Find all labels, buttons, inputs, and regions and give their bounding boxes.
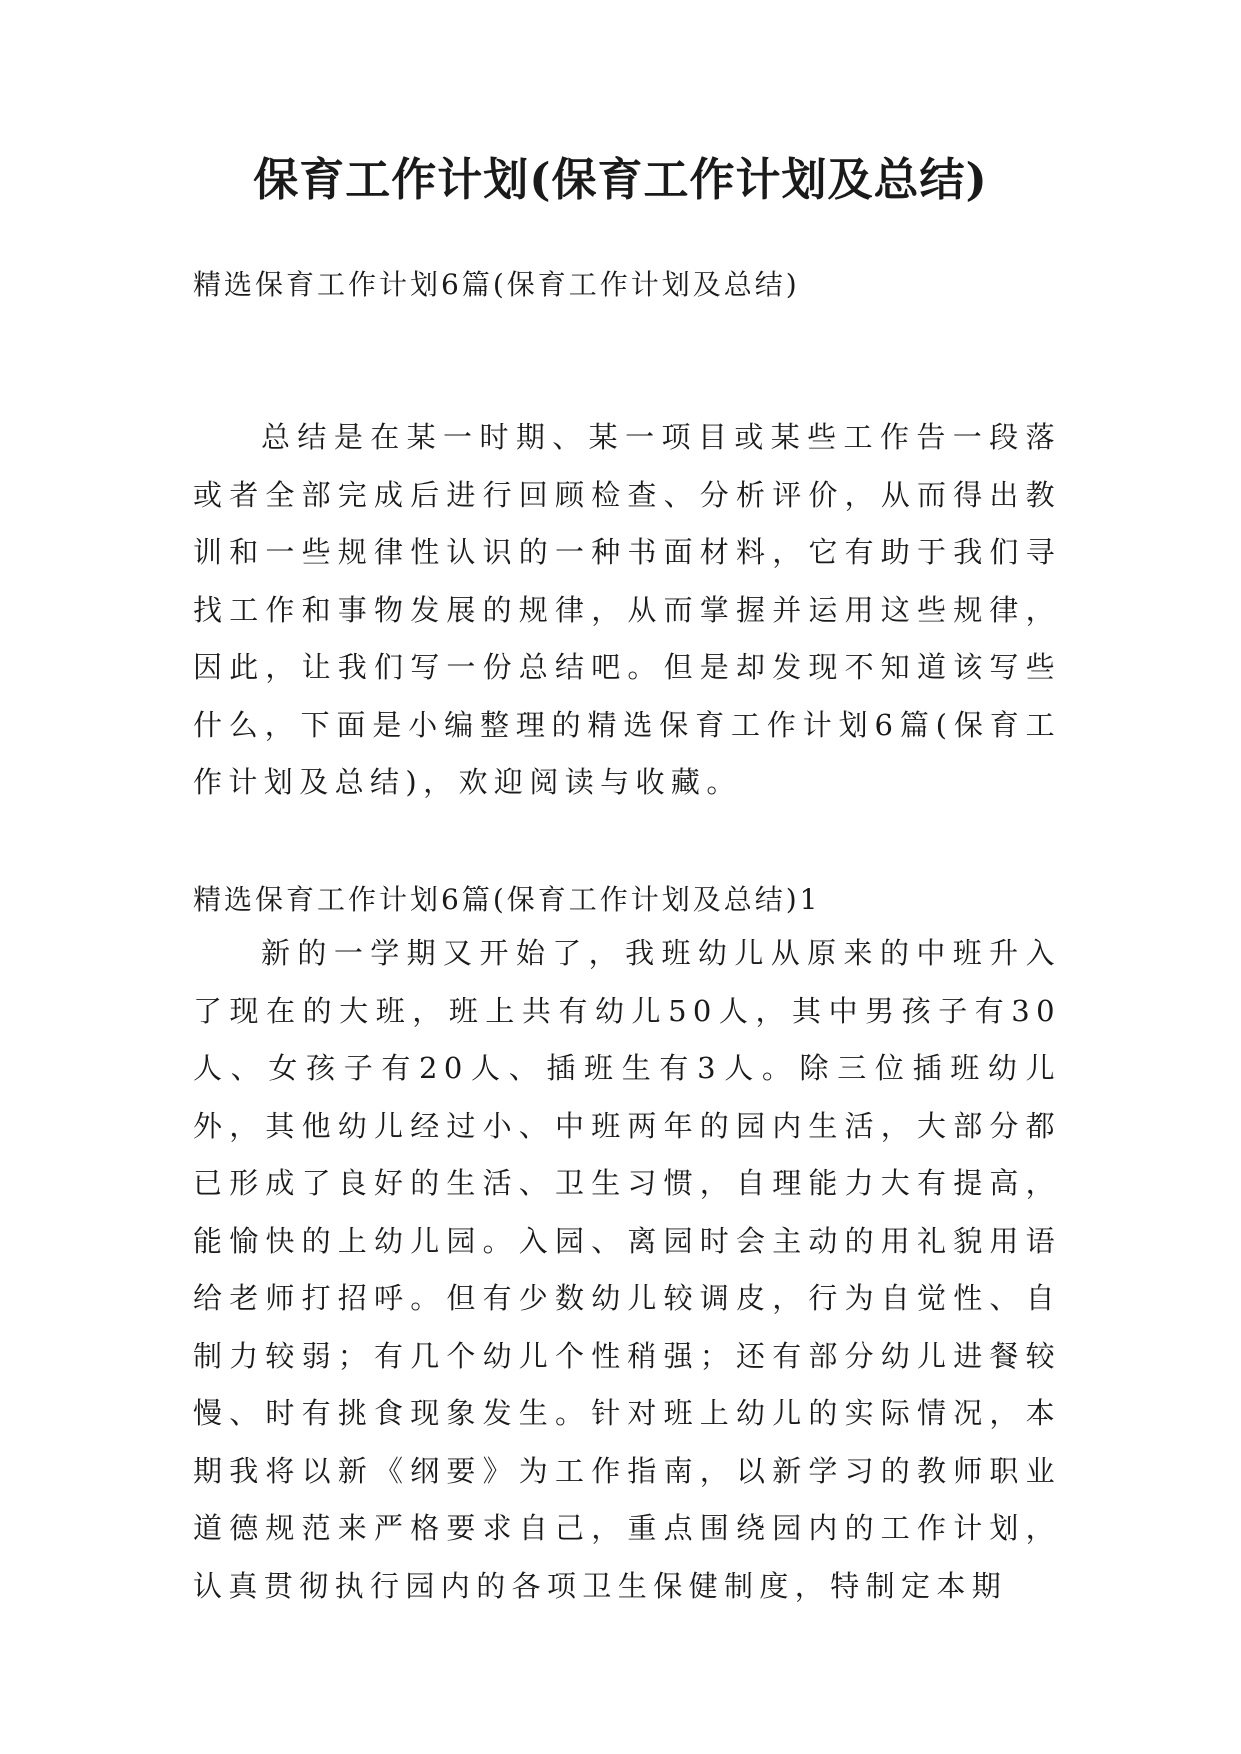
intro-paragraph: 总结是在某一时期、某一项目或某些工作告一段落或者全部完成后进行回顾检查、分析评价，从而得出教训和一些规律性认识的一种书面材料，它有助于我们寻找工作和事物发展的规律，从而掌握并运用这些规律，因此，让我们写一份总结吧。但是却发现不知道该写些什么，下面是小编整理的精选保育工作计划6篇(保育工作计划及总结)，欢迎阅读与收藏。 xyxy=(193,420,1061,799)
section-heading: 精选保育工作计划6篇(保育工作计划及总结)1 xyxy=(193,883,821,916)
section-paragraph: 新的一学期又开始了，我班幼儿从原来的中班升入了现在的大班，班上共有幼儿50人，其中男孩子有30人、女孩子有20人、插班生有3人。除三位插班幼儿外，其他幼儿经过小、中班两年的园内生活，大部分都已形成了良好的生活、卫生习惯，自理能力大有提高，能愉快的上幼儿园。入园、离园时会主动的用礼貌用语给老师打招呼。但有少数幼儿较调皮，行为自觉性、自制力较弱；有几个幼儿个性稍强；还有部分幼儿进餐较慢、时有挑食现象发生。针对班上幼儿的实际情况，本期我将以新《纲要》为工作指南，以新学习的教师职业道德规范来严格要求自己，重点围绕园内的工作计划，认真贯彻执行园内的各项卫生保健制度，特制定本期 xyxy=(193,936,1061,1603)
document-title: 保育工作计划(保育工作计划及总结) xyxy=(253,153,988,206)
document-subtitle: 精选保育工作计划6篇(保育工作计划及总结) xyxy=(193,268,800,301)
